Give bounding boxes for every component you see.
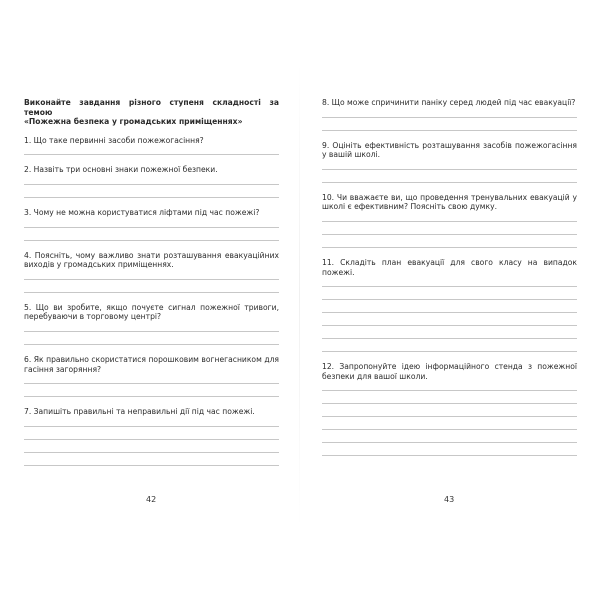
left-page [24,98,279,476]
answer-line[interactable] [322,381,577,391]
task-question: 5. Що ви зробите, якщо почуєте сигнал пожежної тривоги, перебуваючи в торговому центрі? [24,302,279,322]
answer-line[interactable] [322,391,577,404]
answer-line[interactable] [322,326,577,339]
task-question: 9. Оцініть ефективність розташування засобів пожежогасіння у вашій школі. [322,140,577,160]
task-question: 4. Поясніть, чому важливо знати розташування евакуаційних виходів у громадських приміщеннях. [24,250,279,270]
task-question: 11. Складіть план евакуації для свого класу на випадок пожежі. [322,257,577,277]
answer-line[interactable] [322,404,577,417]
answer-line[interactable] [24,384,279,397]
task-question: 12. Запропонуйте ідею інформаційного стенда з пожежної безпеки для вашої школи. [322,362,577,381]
answer-line[interactable] [24,374,279,384]
page-number-left: 42 [146,495,157,504]
answer-line[interactable] [24,440,279,453]
task-item [24,208,279,241]
answer-line[interactable] [24,270,279,280]
answer-line[interactable] [24,280,279,293]
task-question: 1. Що таке первинні засоби пожежогасіння? [24,135,204,145]
answer-line[interactable] [24,322,279,332]
answer-line[interactable] [322,212,577,222]
answer-line[interactable] [24,175,279,185]
heading-line-2: «Пожежна безпека у громадських приміщеннях» [24,117,243,127]
task-item [322,141,577,183]
answer-line[interactable] [322,287,577,300]
heading-line-1: Виконайте завдання різного ступеня складності за темою [24,98,279,117]
task-item [24,355,279,397]
book-gutter [299,60,300,530]
answer-line[interactable] [322,235,577,248]
answer-line[interactable] [322,300,577,313]
answer-line[interactable] [322,108,577,118]
task-item [322,258,577,352]
answer-line[interactable] [322,443,577,456]
answer-line[interactable] [322,430,577,443]
answer-line[interactable] [322,339,577,352]
answer-line[interactable] [24,417,279,427]
answer-line[interactable] [24,228,279,241]
answer-line[interactable] [24,145,279,155]
answer-line[interactable] [322,277,577,287]
task-question: 2. Назвіть три основні знаки пожежної безпеки. [24,165,218,175]
answer-line[interactable] [322,313,577,326]
task-item [322,362,577,456]
right-page [322,98,577,466]
task-question: 10. Чи вважаєте ви, що проведення тренувальних евакуацій у школі є ефективним? Поясніть свою думку. [322,192,577,212]
answer-line[interactable] [322,222,577,235]
answer-line[interactable] [322,170,577,183]
task-question: 3. Чому не можна користуватися ліфтами під час пожежі? [24,207,260,217]
answer-line[interactable] [24,332,279,345]
task-question: 8. Що може спричинити паніку серед людей під час евакуації? [322,98,576,107]
answer-line[interactable] [24,218,279,228]
answer-line[interactable] [322,417,577,430]
answer-line[interactable] [24,185,279,198]
task-item [24,165,279,198]
task-question: 7. Запишіть правильні та неправильні дії під час пожежі. [24,407,255,417]
task-item [24,303,279,345]
task-item [322,98,577,131]
left-task-list [24,136,279,466]
answer-line[interactable] [24,453,279,466]
task-item [322,193,577,248]
answer-line[interactable] [322,160,577,170]
answer-line[interactable] [24,427,279,440]
task-item [24,251,279,293]
worksheet-heading [24,98,279,127]
task-question: 6. Як правильно скористатися порошковим вогнегасником для гасіння загоряння? [24,354,279,374]
answer-line[interactable] [322,118,577,131]
right-task-list [322,98,577,456]
page-number-right: 43 [444,495,455,504]
task-item [24,136,279,156]
task-item [24,407,279,466]
